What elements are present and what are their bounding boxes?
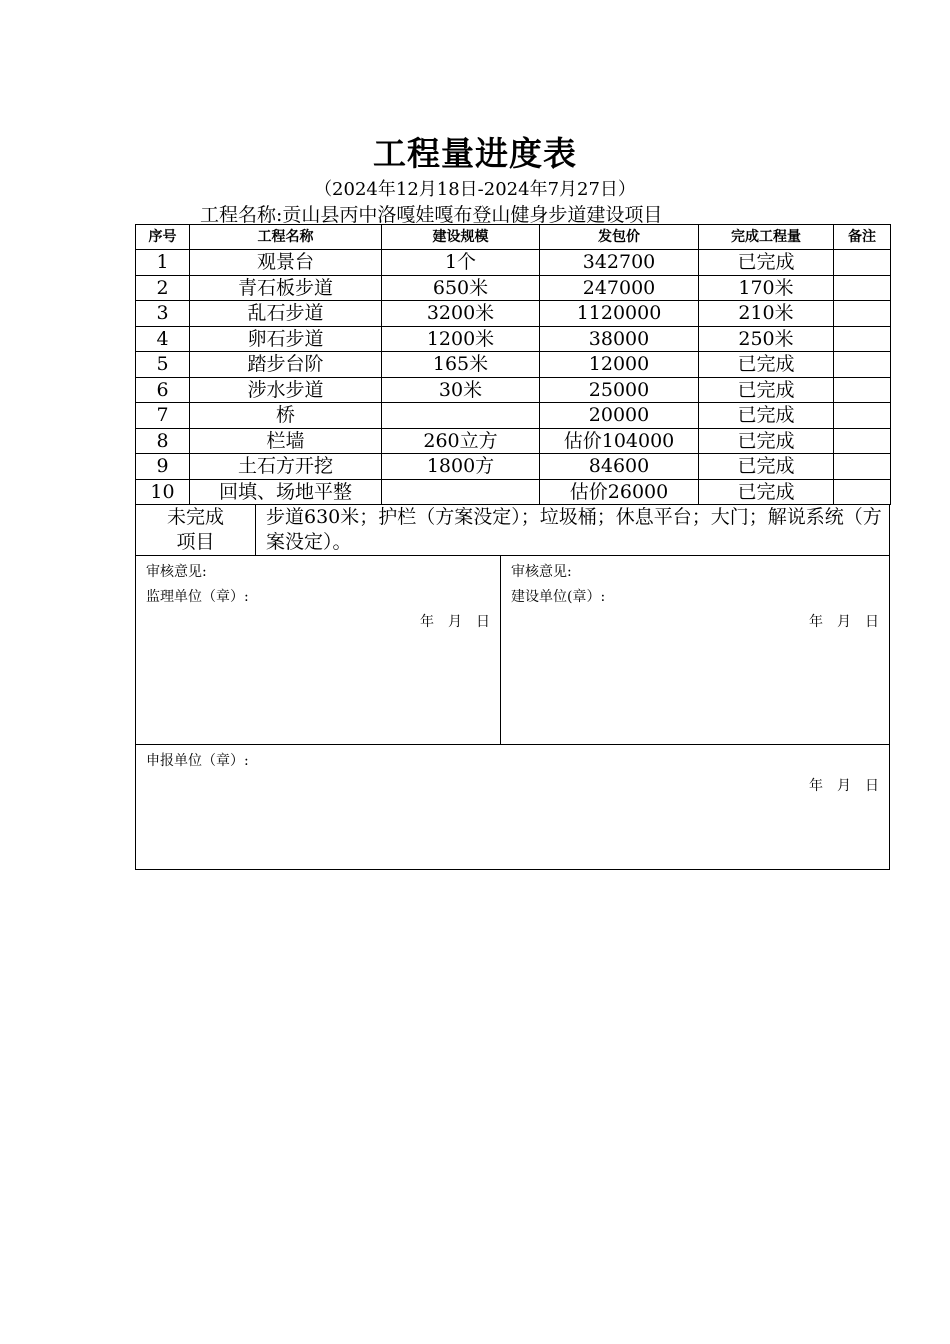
cell-remark: [834, 479, 891, 505]
report-section: [135, 745, 890, 870]
date-month: 月: [837, 614, 851, 630]
cell-name: 乱石步道: [190, 301, 382, 327]
cell-name: 土石方开挖: [190, 454, 382, 480]
cell-index: 2: [136, 275, 190, 301]
cell-price: 估价104000: [540, 428, 699, 454]
cell-completed: 已完成: [699, 454, 834, 480]
supervisor-opinion-label: 审核意见:: [146, 564, 207, 580]
date-year: 年: [809, 614, 823, 630]
table-row: [136, 454, 891, 480]
table-row: [136, 250, 891, 276]
table-row: [136, 403, 891, 429]
date-day: 日: [865, 614, 879, 630]
cell-price: 247000: [540, 275, 699, 301]
cell-completed: 已完成: [699, 352, 834, 378]
cell-remark: [834, 250, 891, 276]
table-row: [136, 428, 891, 454]
cell-scale: 3200米: [382, 301, 540, 327]
table-row: [136, 479, 891, 505]
cell-scale: 30米: [382, 377, 540, 403]
header-price: 发包价: [540, 225, 699, 250]
cell-name: 踏步台阶: [190, 352, 382, 378]
cell-remark: [834, 301, 891, 327]
unfinished-label-line2: 项目: [176, 531, 215, 553]
table-row: [136, 352, 891, 378]
cell-scale: [382, 479, 540, 505]
cell-name: 涉水步道: [190, 377, 382, 403]
owner-review: [501, 556, 889, 744]
cell-completed: 已完成: [699, 428, 834, 454]
cell-remark: [834, 275, 891, 301]
cell-completed: 已完成: [699, 250, 834, 276]
cell-scale: 1个: [382, 250, 540, 276]
cell-scale: 1200米: [382, 326, 540, 352]
cell-name: 栏墙: [190, 428, 382, 454]
table-row: [136, 326, 891, 352]
cell-scale: 260立方: [382, 428, 540, 454]
cell-completed: 250米: [699, 326, 834, 352]
cell-index: 5: [136, 352, 190, 378]
cell-index: 1: [136, 250, 190, 276]
cell-completed: 已完成: [699, 403, 834, 429]
cell-completed: 170米: [699, 275, 834, 301]
cell-index: 8: [136, 428, 190, 454]
cell-scale: 650米: [382, 275, 540, 301]
header-remark: 备注: [834, 225, 891, 250]
report-unit-label: 申报单位（章）:: [146, 753, 249, 769]
date-year: 年: [420, 614, 434, 630]
cell-scale: 165米: [382, 352, 540, 378]
cell-price: 估价26000: [540, 479, 699, 505]
cell-completed: 已完成: [699, 377, 834, 403]
supervisor-review: [136, 556, 501, 744]
cell-remark: [834, 326, 891, 352]
cell-scale: [382, 403, 540, 429]
cell-index: 10: [136, 479, 190, 505]
cell-name: 卵石步道: [190, 326, 382, 352]
date-day: 日: [865, 778, 879, 794]
unfinished-content: 步道630米；护栏（方案没定）；垃圾桶；休息平台；大门；解说系统（方案没定）。: [266, 506, 882, 553]
progress-form: [135, 224, 890, 870]
cell-name: 青石板步道: [190, 275, 382, 301]
header-index: 序号: [136, 225, 190, 250]
table-row: [136, 301, 891, 327]
cell-remark: [834, 428, 891, 454]
cell-remark: [834, 403, 891, 429]
review-section: [135, 556, 890, 745]
project-name: 工程名称:贡山县丙中洛嘎娃嘎布登山健身步道建设项目: [200, 204, 663, 226]
header-completed: 完成工程量: [699, 225, 834, 250]
cell-price: 342700: [540, 250, 699, 276]
cell-completed: 210米: [699, 301, 834, 327]
cell-name: 回填、场地平整: [190, 479, 382, 505]
cell-completed: 已完成: [699, 479, 834, 505]
unfinished-section: [135, 505, 890, 556]
date-month: 月: [837, 778, 851, 794]
cell-name: 桥: [190, 403, 382, 429]
cell-remark: [834, 352, 891, 378]
cell-scale: 1800方: [382, 454, 540, 480]
cell-name: 观景台: [190, 250, 382, 276]
cell-price: 1120000: [540, 301, 699, 327]
cell-price: 38000: [540, 326, 699, 352]
cell-price: 84600: [540, 454, 699, 480]
table-header-row: [136, 225, 891, 250]
cell-index: 6: [136, 377, 190, 403]
table-row: [136, 275, 891, 301]
supervisor-unit-label: 监理单位（章）:: [146, 589, 249, 605]
date-month: 月: [448, 614, 462, 630]
unfinished-label: [136, 505, 256, 555]
cell-index: 4: [136, 326, 190, 352]
cell-remark: [834, 454, 891, 480]
page-title: 工程量进度表: [373, 134, 577, 173]
period-subtitle: （2024年12月18日-2024年7月27日）: [314, 179, 636, 200]
owner-date: [511, 610, 879, 635]
header-scale: 建设规模: [382, 225, 540, 250]
progress-table: [135, 224, 891, 505]
cell-index: 7: [136, 403, 190, 429]
cell-index: 3: [136, 301, 190, 327]
cell-index: 9: [136, 454, 190, 480]
cell-price: 20000: [540, 403, 699, 429]
cell-remark: [834, 377, 891, 403]
cell-price: 25000: [540, 377, 699, 403]
owner-opinion-label: 审核意见:: [511, 564, 572, 580]
date-day: 日: [476, 614, 490, 630]
table-row: [136, 377, 891, 403]
cell-price: 12000: [540, 352, 699, 378]
header-name: 工程名称: [190, 225, 382, 250]
owner-unit-label: 建设单位(章）:: [511, 589, 606, 605]
report-date: [146, 774, 879, 799]
supervisor-date: [146, 610, 490, 635]
date-year: 年: [809, 778, 823, 794]
unfinished-label-line1: 未完成: [166, 506, 224, 528]
